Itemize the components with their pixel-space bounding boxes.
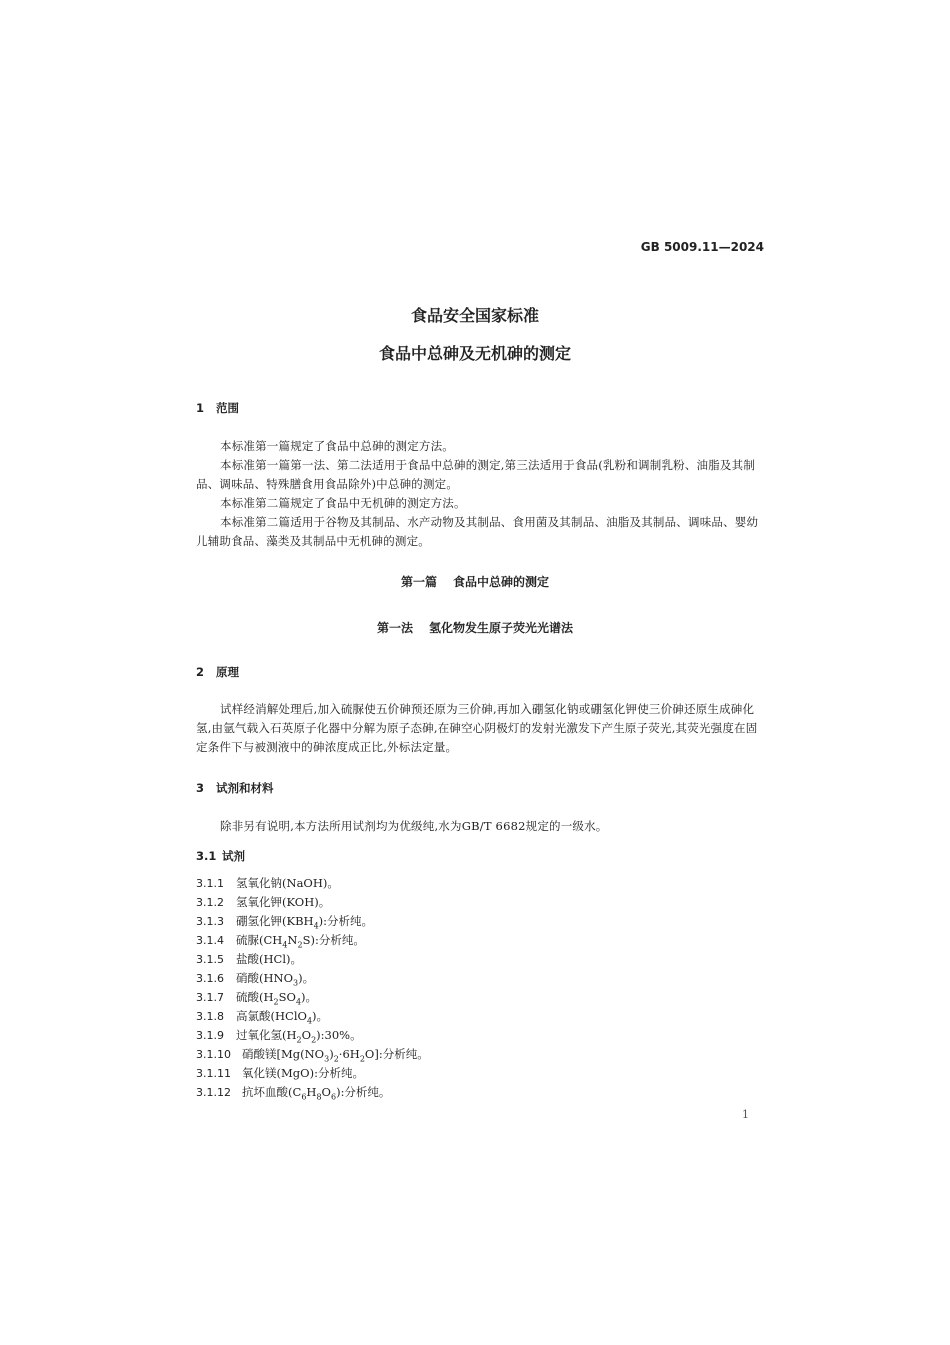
reagent-number: 3.1.5 [196,953,224,966]
formula-subscript: 2 [359,1054,365,1064]
reagent-note: 。 [290,952,303,966]
formula-subscript: 2 [273,997,279,1007]
section-number: 2 [196,665,205,679]
formula-subscript: 4 [295,997,302,1007]
reagent-formula: ·6H [338,1047,360,1061]
section-title: 试剂和材料 [216,781,274,795]
section-2-heading [196,664,239,680]
paragraph: 本标准第一篇第一法、第二法适用于食品中总砷的测定,第三法适用于食品(乳粉和调制乳粉、油脂及其制品、调味品、特殊膳食用食品除外)中总砷的测定。 [196,458,756,491]
reagent-name: 过氧化氢 [236,1028,282,1042]
standard-number: GB 5009.11—2024 [640,240,764,254]
reagent-note: 。 [327,876,339,890]
part-label: 第一篇 [400,575,437,589]
reagent-formula: H [286,1028,297,1042]
reagent-note: :分析纯。 [314,933,365,947]
reagent-name: 硝酸镁 [242,1047,277,1061]
reagent-number: 3.1.10 [196,1048,231,1061]
reagent-name: 氧化镁 [242,1066,277,1080]
section-number: 3.1 [196,849,217,863]
reagent-note: :分析纯。 [314,1066,364,1080]
formula-subscript: 8 [316,1092,322,1102]
formula-subscript: 2 [296,1035,302,1045]
reagent-item: 3.1.6 硝酸$(HNO_3)$。 [196,971,315,988]
reagent-formula: SO [278,990,296,1004]
reagent-note: 。 [302,971,315,985]
formula-subscript: 2 [297,940,303,950]
section-3-1-heading [196,848,245,864]
reagent-number: 3.1.3 [196,915,224,928]
reagent-note: 。 [305,990,318,1004]
reagent-item: 3.1.4 硫脲$(CH_4N_2S)$:分析纯。 [196,933,365,950]
page-number: 1 [742,1108,749,1121]
document-subtitle: 食品中总砷及无机砷的测定 [378,344,571,363]
reagent-name: 盐酸 [236,952,259,966]
reagent-formula: CH [263,933,283,947]
method-title: 氢化物发生原子荧光光谱法 [429,621,574,635]
reagent-name: 硫酸 [236,990,259,1004]
reagent-formula: MgO [281,1066,310,1080]
reagent-name: 硝酸 [236,971,259,985]
reagent-item: 3.1.11 氧化镁(MgO):分析纯。 [196,1064,364,1083]
reagent-item: 3.1.12 抗坏血酸$(C_6H_8O_6)$:分析纯。 [196,1085,391,1102]
reagent-formula: HClO [275,1009,307,1023]
reagent-note: 。 [316,1009,329,1023]
reagent-number: 3.1.1 [196,877,224,890]
reagent-note: 。 [318,895,331,909]
section-2-body [196,700,764,757]
section-1-body [196,437,764,551]
reagent-name: 硼氢化钾 [236,914,282,928]
reagent-number: 3.1.2 [196,896,224,909]
reagent-formula: [Mg(NO [276,1047,325,1061]
reagent-formula: O] [364,1047,379,1061]
reagent-item: 3.1.7 硫酸$(H_2SO_4)$。 [196,990,318,1007]
reagent-item: 3.1.5 盐酸(HCl)。 [196,950,302,969]
reagent-formula: KOH [286,895,315,909]
reagent-name: 硫脲 [236,933,259,947]
formula-subscript: 4 [313,921,319,931]
reagent-name: 氢氧化钾 [236,895,282,909]
reagent-item: 3.1.2 氢氧化钾(KOH)。 [196,893,330,912]
reagent-formula: H [306,1085,317,1099]
reagent-formula: ) [329,1047,334,1061]
reagent-note: :分析纯。 [323,914,374,928]
reagent-item: 3.1.9 过氧化氢$(H_2O_2):30\%$。 [196,1028,362,1045]
section-3-body [196,817,764,836]
reagent-formula: KBH [286,914,314,928]
reagent-number: 3.1.12 [196,1086,231,1099]
reagent-note: :分析纯。 [340,1085,391,1099]
section-number: 3 [196,781,205,795]
section-title: 范围 [216,401,239,415]
section-3-heading [196,780,274,796]
reagent-item: 3.1.8 高氯酸(HClO$_4$)。 [196,1009,329,1026]
formula-subscript: 2 [333,1054,339,1064]
reagent-name: 高氯酸 [236,1009,271,1023]
reagent-formula: S [302,933,311,947]
reagent-number: 3.1.11 [196,1067,231,1080]
reagent-note: :分析纯。 [378,1047,429,1061]
paragraph: 本标准第二篇规定了食品中无机砷的测定方法。 [220,496,466,510]
paragraph: 本标准第一篇规定了食品中总砷的测定方法。 [220,439,454,453]
reagent-item: 3.1.3 硼氢化钾$(KBH_4)$:分析纯。 [196,914,374,931]
reagent-formula: HCl [263,952,287,966]
reagent-formula: O [321,1085,331,1099]
reagent-number: 3.1.8 [196,1010,224,1023]
reagent-number: 3.1.9 [196,1029,224,1042]
section-title: 原理 [216,665,239,679]
reagent-formula: C [292,1085,302,1099]
paragraph: 本标准第二篇适用于谷物及其制品、水产动物及其制品、食用菌及其制品、油脂及其制品、调味品、婴幼儿辅助食品、藻类及其制品中无机砷的测定。 [196,515,759,548]
reagent-name: 抗坏血酸 [242,1085,288,1099]
reagent-name: 氢氧化钠 [236,876,282,890]
formula-subscript: 3 [293,978,299,988]
formula-subscript: 6 [330,1092,337,1102]
part-1-heading [0,573,950,590]
part-title: 食品中总砷的测定 [453,575,550,589]
paragraph: 试样经消解处理后,加入硫脲使五价砷预还原为三价砷,再加入硼氢化钠或硼氢化钾使三价砷还原生成砷化氢,由氩气载入石英原子化器中分解为原子态砷,在砷空心阴极灯的发射光激发下产生原子荧光,其荧光强度在固定条件下与被测液中的砷浓度成正比,外标法定量。 [196,702,758,754]
reagent-number: 3.1.6 [196,972,224,985]
reagent-formula: HNO [263,971,294,985]
reagent-item: 3.1.1 氢氧化钠(NaOH)。 [196,874,339,893]
formula-subscript: 2 [311,1035,317,1045]
document-title: 食品安全国家标准 [410,306,539,325]
reagent-formula: NaOH [286,876,323,890]
formula-subscript: 3 [324,1054,330,1064]
reagent-note: :30%。 [320,1028,362,1042]
section-1-heading [196,400,239,416]
section-number: 1 [196,401,205,415]
formula-subscript: 4 [306,1016,313,1026]
method-1-heading [0,619,950,636]
reagent-number: 3.1.4 [196,934,224,947]
reagent-formula: H [263,990,274,1004]
reagent-formula: N [287,933,298,947]
reagent-number: 3.1.7 [196,991,224,1004]
paragraph: 除非另有说明,本方法所用试剂均为优级纯,水为GB/T 6682规定的一级水。 [220,819,608,833]
method-label: 第一法 [376,621,413,635]
section-title: 试剂 [222,849,245,863]
formula-subscript: 4 [282,940,288,950]
formula-subscript: 6 [301,1092,307,1102]
reagent-formula: O [301,1028,312,1042]
